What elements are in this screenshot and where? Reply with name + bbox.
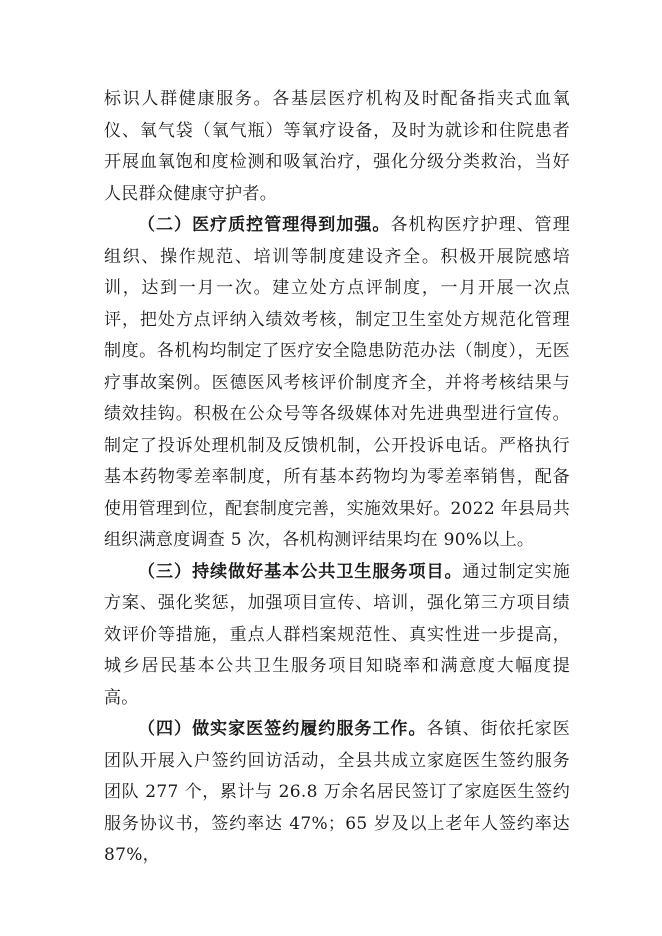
paragraph-continuation [104,84,570,210]
section-heading: （三）持续做好基本公共卫生服务项目。 [138,561,463,582]
paragraph-family-doctor [104,714,570,872]
section-heading: （二）医疗质控管理得到加强。 [138,215,391,235]
paragraph-text: 各镇、街依托家医团队开展入户签约回访活动，全县共成立家庭医生签约服务团队 277 个，累计与 26.8 万余名居民签订了家庭医生签约服务协议书，签约率达 47%；65 岁及以上老年人签约率达 87%， [104,719,570,865]
paragraph-text: 通过制定实施方案、强化奖惩，加强项目宣传、培训，强化第三方项目绩效评价等措施，重点人群档案规范性、真实性进一步提高，城乡居民基本公共卫生服务项目知晓率和满意度大幅度提高。 [104,561,570,708]
paragraph-text: 标识人群健康服务。各基层医疗机构及时配备指夹式血氧仪、氧气袋（氧气瓶）等氧疗设备，及时为就诊和住院患者开展血氧饱和度检测和吸氧治疗，强化分级分类救治，当好人民群众健康守护者。 [104,89,570,204]
paragraph-medical-quality [104,210,570,557]
document-page [104,84,570,872]
section-heading: （四）做实家医签约履约服务工作。 [138,719,427,739]
paragraph-public-health [104,557,570,715]
paragraph-text: 各机构医疗护理、管理组织、操作规范、培训等制度建设齐全。积极开展院感培训，达到一月一次。建立处方点评制度，一月开展一次点评，把处方点评纳入绩效考核，制定卫生室处方规范化管理制度。各机构均制定了医疗安全隐患防范办法（制度），无医疗事故案例。医德医风考核评价制度齐全，并将考核结果与绩效挂钩。积极在公众号等各级媒体对先进典型进行宣传。制定了投诉处理机制及反馈机制，公开投诉电话。严格执行基本药物零差率制度，所有基本药物均为零差率销售，配备使用管理到位，配套制度完善，实施效果好。2022 年县局共组织满意度调查 5 次，各机构测评结果均在 90%以上。 [104,215,571,550]
